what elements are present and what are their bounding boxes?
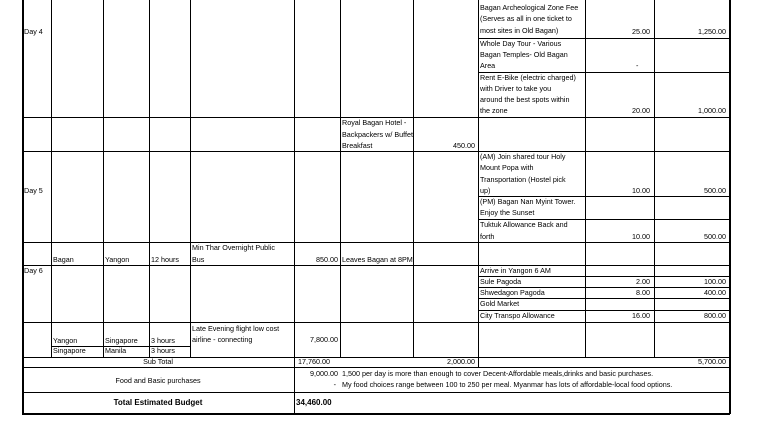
- grid-line: [340, 0, 341, 357]
- food-note: My food choices range between 100 to 250 per meal. Myanmar has lots of affordable-local food options.: [342, 380, 673, 389]
- row-line: [22, 242, 729, 243]
- unit-cost: 20.00: [632, 106, 650, 115]
- hotel-line: Breakfast: [342, 141, 373, 150]
- grid-line: [413, 0, 414, 357]
- activity-line: City Transpo Allowance: [480, 311, 555, 320]
- food-label: Food and Basic purchases: [115, 376, 201, 385]
- transport-mode-line: Min Thar Overnight Public: [192, 243, 275, 252]
- unit-cost: 25.00: [632, 27, 650, 36]
- activity-line: forth: [480, 232, 495, 241]
- flight-cost: 7,800.00: [310, 335, 338, 344]
- activity-line: Sule Pagoda: [480, 277, 522, 286]
- row-line: [22, 392, 729, 393]
- transport-mode-line: Bus: [192, 255, 205, 264]
- hotel-price: 450.00: [453, 141, 475, 150]
- row-line: [22, 265, 729, 266]
- subtotal-activities: 5,700.00: [698, 357, 726, 366]
- row-line: [22, 151, 729, 152]
- grid-line: [585, 0, 586, 357]
- transport-cost: 850.00: [316, 255, 338, 264]
- line-total: 800.00: [704, 311, 726, 320]
- activity-line: Rent E-Bike (electric charged): [480, 73, 576, 82]
- day-label: Day 5: [24, 186, 43, 195]
- day-label: Day 4: [24, 27, 43, 36]
- row-line: [22, 413, 730, 415]
- activity-line: up): [480, 186, 491, 195]
- line-total: 500.00: [704, 186, 726, 195]
- activity-line: around the best spots within: [480, 95, 570, 104]
- flight-mode-line: Late Evening flight low cost: [192, 324, 280, 333]
- line-total: 400.00: [704, 288, 726, 297]
- unit-cost: -: [636, 61, 639, 70]
- flight-duration: 3 hours: [151, 346, 175, 355]
- day-label: Day 6: [24, 266, 43, 275]
- grid-line: [103, 0, 104, 357]
- hotel-line: Royal Bagan Hotel -: [342, 118, 407, 127]
- activity-line: Shwedagon Pagoda: [480, 288, 545, 297]
- line-total: 500.00: [704, 232, 726, 241]
- flight-from: Singapore: [53, 346, 86, 355]
- activity-line: (AM) Join shared tour Holy: [480, 152, 566, 161]
- grid-line: [51, 0, 52, 357]
- unit-cost: 2.00: [636, 277, 650, 286]
- transport-note: Leaves Bagan at 8PM: [342, 255, 413, 264]
- total-label: Total Estimated Budget: [113, 398, 203, 407]
- activity-line: Whole Day Tour - Various: [480, 39, 562, 48]
- flight-to: Manila: [105, 346, 127, 355]
- activity-line: Tuktuk Allowance Back and: [480, 220, 568, 229]
- grid-line: [729, 0, 731, 414]
- subtotal-transport: 17,760.00: [298, 357, 330, 366]
- food-dash: -: [333, 380, 336, 389]
- activity-line: (PM) Bagan Nan Myint Tower.: [480, 197, 576, 206]
- total-amount: 34,460.00: [296, 398, 332, 407]
- subtotal-hotel: 2,000.00: [447, 357, 475, 366]
- activity-line: Arrive in Yangon 6 AM: [480, 266, 551, 275]
- activity-line: most sites in Old Bagan): [480, 26, 559, 35]
- food-amount: 9,000.00: [310, 369, 338, 378]
- grid-line: [190, 0, 191, 357]
- flight-from: Yangon: [53, 336, 78, 345]
- food-note: 1,500 per day is more than enough to cover Decent-Affordable meals,drinks and basic purchases.: [342, 369, 654, 378]
- flight-mode-line: airline - connecting: [192, 335, 253, 344]
- activity-line: with Driver to take you: [480, 84, 552, 93]
- activity-line: Bagan Archeological Zone Fee: [480, 3, 579, 12]
- grid-line: [22, 0, 24, 414]
- activity-line: Area: [480, 61, 496, 70]
- activity-line: Bagan Temples- Old Bagan: [480, 50, 568, 59]
- unit-cost: 16.00: [632, 311, 650, 320]
- subtotal-label: Sub Total: [143, 357, 173, 366]
- activity-line: Gold Market: [480, 299, 520, 308]
- grid-line: [294, 0, 295, 414]
- activity-line: Enjoy the Sunset: [480, 208, 535, 217]
- unit-cost: 10.00: [632, 232, 650, 241]
- activity-line: the zone: [480, 106, 508, 115]
- unit-cost: 10.00: [632, 186, 650, 195]
- line-total: 100.00: [704, 277, 726, 286]
- grid-line: [149, 0, 150, 357]
- line-total: 1,000.00: [698, 106, 726, 115]
- row-line: [22, 367, 729, 368]
- flight-to: Singapore: [105, 336, 138, 345]
- transport-from: Bagan: [53, 255, 74, 264]
- unit-cost: 8.00: [636, 288, 650, 297]
- activity-line: Transportation (Hostel pick: [480, 175, 566, 184]
- flight-duration: 3 hours: [151, 336, 175, 345]
- grid-line: [654, 0, 655, 357]
- transport-to: Yangon: [105, 255, 130, 264]
- activity-line: Mount Popa with: [480, 163, 534, 172]
- transport-duration: 12 hours: [151, 255, 179, 264]
- grid-line: [478, 0, 479, 367]
- row-line: [22, 322, 729, 323]
- line-total: 1,250.00: [698, 27, 726, 36]
- activity-line: (Serves as all in one ticket to: [480, 14, 572, 23]
- hotel-line: Backpackers w/ Buffet: [342, 130, 413, 139]
